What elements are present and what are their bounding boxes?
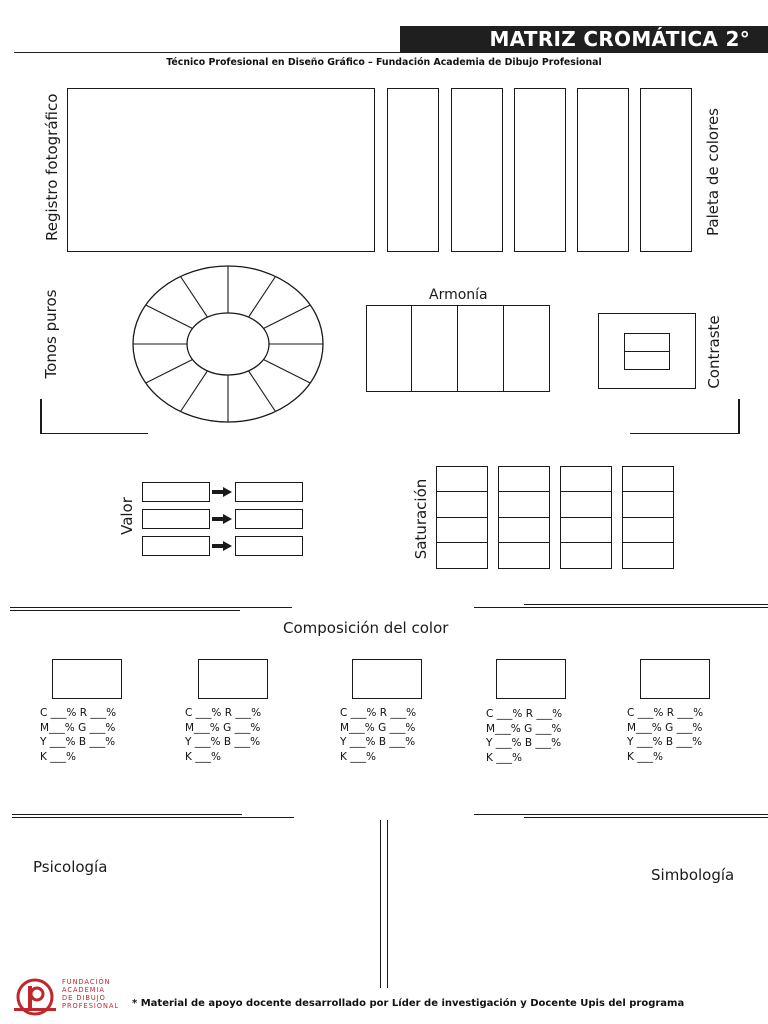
saturation-cell[interactable] <box>622 466 674 492</box>
saturation-cell[interactable] <box>498 491 550 518</box>
r-field[interactable]: R ___% <box>379 707 417 719</box>
y-field[interactable]: Y ___% <box>627 736 663 748</box>
label-contraste: Contraste <box>705 315 723 389</box>
divider-line <box>474 607 768 608</box>
label-tonos-puros: Tonos puros <box>42 289 60 379</box>
m-field[interactable]: M___% <box>627 721 662 734</box>
r-field[interactable]: R ___% <box>224 707 262 719</box>
arrow-right-icon <box>211 514 233 524</box>
label-saturacion: Saturación <box>412 478 430 560</box>
vertical-divider <box>380 820 381 988</box>
composition-swatch[interactable] <box>198 659 268 699</box>
m-field[interactable]: M___% <box>340 721 375 734</box>
g-field[interactable]: G ___% <box>665 721 703 734</box>
harmony-swatch[interactable] <box>411 305 458 392</box>
palette-swatch[interactable] <box>451 88 503 252</box>
value-box-right[interactable] <box>235 509 303 529</box>
cmyk-rgb-fields <box>185 706 261 764</box>
cmyk-rgb-fields <box>486 707 562 765</box>
r-field[interactable]: R ___% <box>666 707 704 719</box>
label-paleta-colores: Paleta de colores <box>704 108 722 236</box>
k-field[interactable]: K ___% <box>340 750 376 763</box>
c-field[interactable]: C ___% <box>627 707 664 719</box>
saturation-cell[interactable] <box>436 517 488 543</box>
saturation-cell[interactable] <box>560 542 612 569</box>
saturation-cell[interactable] <box>498 542 550 569</box>
arrow-right-icon <box>211 487 233 497</box>
g-field[interactable]: G ___% <box>378 721 416 734</box>
y-field[interactable]: Y ___% <box>486 737 522 749</box>
divider-line <box>10 607 292 608</box>
saturation-cell[interactable] <box>622 542 674 569</box>
b-field[interactable]: B ___% <box>524 737 562 749</box>
value-box-right[interactable] <box>235 482 303 502</box>
divider-line <box>524 604 768 605</box>
saturation-cell[interactable] <box>622 491 674 518</box>
g-field[interactable]: G ___% <box>524 722 562 735</box>
composition-swatch[interactable] <box>52 659 122 699</box>
arrow-right-icon <box>211 541 233 551</box>
corner-bracket <box>40 433 148 434</box>
m-field[interactable]: M___% <box>40 721 75 734</box>
page-subtitle: Técnico Profesional en Diseño Gráfico – Fundación Academia de Dibujo Profesional <box>166 57 602 68</box>
r-field[interactable]: R ___% <box>525 708 563 720</box>
b-field[interactable]: B ___% <box>223 736 261 748</box>
divider-line <box>10 610 240 611</box>
saturation-cell[interactable] <box>498 466 550 492</box>
palette-swatch[interactable] <box>577 88 629 252</box>
label-valor: Valor <box>118 497 136 535</box>
g-field[interactable]: G ___% <box>78 721 116 734</box>
saturation-cell[interactable] <box>560 491 612 518</box>
corner-bracket <box>630 433 740 434</box>
value-box-left[interactable] <box>142 509 210 529</box>
m-field[interactable]: M___% <box>486 722 521 735</box>
divider-line <box>474 814 768 815</box>
harmony-swatch[interactable] <box>366 305 413 392</box>
c-field[interactable]: C ___% <box>486 708 523 720</box>
b-field[interactable]: B ___% <box>378 736 416 748</box>
cmyk-rgb-fields <box>627 706 703 764</box>
saturation-cell[interactable] <box>436 466 488 492</box>
r-field[interactable]: R ___% <box>79 707 117 719</box>
value-box-right[interactable] <box>235 536 303 556</box>
g-field[interactable]: G ___% <box>223 721 261 734</box>
b-field[interactable]: B ___% <box>78 736 116 748</box>
logo-line: FUNDACIÓN <box>62 978 111 986</box>
saturation-cell[interactable] <box>622 517 674 543</box>
saturation-cell[interactable] <box>436 542 488 569</box>
composition-swatch[interactable] <box>640 659 710 699</box>
y-field[interactable]: Y ___% <box>340 736 376 748</box>
label-simbologia: Simbología <box>651 866 735 884</box>
divider-line <box>12 817 294 818</box>
divider-line <box>12 814 242 815</box>
saturation-cell[interactable] <box>498 517 550 543</box>
c-field[interactable]: C ___% <box>40 707 77 719</box>
cmyk-rgb-fields <box>40 706 116 764</box>
palette-swatch[interactable] <box>387 88 439 252</box>
divider-line <box>524 817 768 818</box>
composition-swatch[interactable] <box>352 659 422 699</box>
saturation-cell[interactable] <box>436 491 488 518</box>
y-field[interactable]: Y ___% <box>185 736 221 748</box>
contrast-inner-top[interactable] <box>624 333 670 352</box>
label-registro-fotografico: Registro fotográfico <box>43 93 61 241</box>
corner-bracket <box>738 399 740 434</box>
color-wheel[interactable] <box>130 263 330 428</box>
k-field[interactable]: K ___% <box>627 750 663 763</box>
vertical-divider <box>387 820 388 988</box>
label-psicologia: Psicología <box>33 858 108 876</box>
y-field[interactable]: Y ___% <box>40 736 76 748</box>
header-rule <box>14 52 400 53</box>
b-field[interactable]: B ___% <box>665 736 703 748</box>
composition-swatch[interactable] <box>496 659 566 699</box>
k-field[interactable]: K ___% <box>185 750 221 763</box>
logo-line: ACADEMIA <box>62 986 105 994</box>
corner-bracket <box>40 399 42 434</box>
logo-line: PROFESIONAL <box>62 1002 120 1010</box>
k-field[interactable]: K ___% <box>486 751 522 764</box>
palette-swatch[interactable] <box>514 88 566 252</box>
c-field[interactable]: C ___% <box>340 707 377 719</box>
contrast-inner-bottom[interactable] <box>624 351 670 370</box>
fundacion-logo-icon <box>12 978 58 1016</box>
logo-line: DE DIBUJO <box>62 994 106 1002</box>
logo-text <box>62 978 119 1010</box>
c-field[interactable]: C ___% <box>185 707 222 719</box>
cmyk-rgb-fields <box>340 706 416 764</box>
m-field[interactable]: M___% <box>185 721 220 734</box>
value-box-left[interactable] <box>142 482 210 502</box>
label-composicion: Composición del color <box>283 619 449 637</box>
harmony-swatch[interactable] <box>503 305 550 392</box>
label-armonia: Armonía <box>429 287 488 303</box>
saturation-cell[interactable] <box>560 517 612 543</box>
saturation-cell[interactable] <box>560 466 612 492</box>
footer-note: * Material de apoyo docente desarrollado por Líder de investigación y Docente Upis del programa <box>132 998 685 1009</box>
page-title: MATRIZ CROMÁTICA 2° <box>400 26 768 53</box>
photo-box[interactable] <box>67 88 375 252</box>
value-box-left[interactable] <box>142 536 210 556</box>
palette-swatch[interactable] <box>640 88 692 252</box>
harmony-swatch[interactable] <box>457 305 504 392</box>
k-field[interactable]: K ___% <box>40 750 76 763</box>
